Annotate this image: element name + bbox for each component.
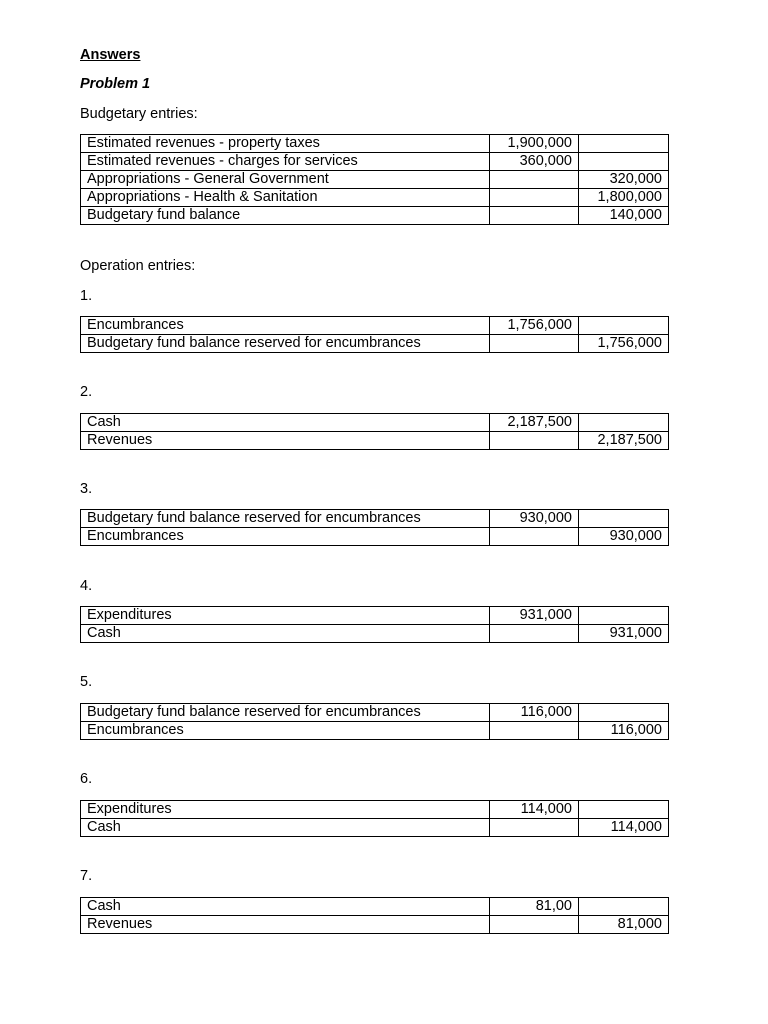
account-cell: Budgetary fund balance reserved for encumbrances — [81, 335, 490, 353]
account-cell: Expenditures — [81, 801, 490, 819]
credit-cell — [579, 801, 669, 819]
journal-row — [81, 898, 669, 916]
debit-cell: 930,000 — [490, 510, 579, 528]
account-cell: Cash — [81, 819, 490, 837]
journal-row — [81, 432, 669, 450]
journal-row — [81, 528, 669, 546]
journal-row — [81, 135, 669, 153]
account-cell: Cash — [81, 414, 490, 432]
operation-entry-table — [80, 316, 669, 353]
account-cell: Revenues — [81, 916, 490, 934]
entry-number: 7. — [80, 868, 93, 884]
journal-row — [81, 704, 669, 722]
entry-number: 3. — [80, 481, 93, 497]
journal-row — [81, 207, 669, 225]
journal-row — [81, 414, 669, 432]
credit-cell — [579, 607, 669, 625]
credit-cell — [579, 510, 669, 528]
debit-cell — [490, 625, 579, 643]
debit-cell — [490, 819, 579, 837]
credit-cell: 140,000 — [579, 207, 669, 225]
debit-cell: 360,000 — [490, 153, 579, 171]
credit-cell: 1,756,000 — [579, 335, 669, 353]
account-cell: Budgetary fund balance — [81, 207, 490, 225]
credit-cell — [579, 153, 669, 171]
credit-cell: 116,000 — [579, 722, 669, 740]
entry-number: 6. — [80, 771, 93, 787]
debit-cell — [490, 528, 579, 546]
debit-cell — [490, 722, 579, 740]
debit-cell: 116,000 — [490, 704, 579, 722]
account-cell: Budgetary fund balance reserved for encumbrances — [81, 510, 490, 528]
credit-cell: 1,800,000 — [579, 189, 669, 207]
journal-row — [81, 510, 669, 528]
debit-cell — [490, 916, 579, 934]
journal-row — [81, 722, 669, 740]
credit-cell: 2,187,500 — [579, 432, 669, 450]
debit-cell — [490, 335, 579, 353]
journal-row — [81, 153, 669, 171]
operation-entry-table — [80, 509, 669, 546]
operation-entries-label: Operation entries: — [80, 258, 196, 274]
account-cell: Estimated revenues - charges for services — [81, 153, 490, 171]
entry-number: 1. — [80, 288, 93, 304]
operation-entry-table — [80, 606, 669, 643]
journal-row — [81, 819, 669, 837]
operation-entry-table — [80, 413, 669, 450]
journal-row — [81, 801, 669, 819]
journal-row — [81, 916, 669, 934]
credit-cell — [579, 704, 669, 722]
debit-cell: 2,187,500 — [490, 414, 579, 432]
debit-cell — [490, 207, 579, 225]
operation-entry-table — [80, 897, 669, 934]
credit-cell — [579, 414, 669, 432]
journal-row — [81, 335, 669, 353]
debit-cell: 1,756,000 — [490, 317, 579, 335]
entry-number: 4. — [80, 578, 93, 594]
account-cell: Encumbrances — [81, 722, 490, 740]
credit-cell: 81,000 — [579, 916, 669, 934]
account-cell: Encumbrances — [81, 317, 490, 335]
account-cell: Appropriations - General Government — [81, 171, 490, 189]
problem-title: Problem 1 — [80, 76, 151, 92]
account-cell: Appropriations - Health & Sanitation — [81, 189, 490, 207]
journal-row — [81, 625, 669, 643]
debit-cell — [490, 189, 579, 207]
journal-row — [81, 171, 669, 189]
entry-number: 5. — [80, 674, 93, 690]
account-cell: Encumbrances — [81, 528, 490, 546]
debit-cell — [490, 171, 579, 189]
entry-number: 2. — [80, 384, 93, 400]
credit-cell — [579, 317, 669, 335]
budgetary-entries-table — [80, 134, 669, 225]
debit-cell: 81,00 — [490, 898, 579, 916]
account-cell: Revenues — [81, 432, 490, 450]
account-cell: Cash — [81, 898, 490, 916]
journal-row — [81, 189, 669, 207]
budgetary-entries-label: Budgetary entries: — [80, 106, 198, 122]
debit-cell: 931,000 — [490, 607, 579, 625]
account-cell: Estimated revenues - property taxes — [81, 135, 490, 153]
debit-cell — [490, 432, 579, 450]
account-cell: Expenditures — [81, 607, 490, 625]
operation-entry-table — [80, 800, 669, 837]
journal-row — [81, 317, 669, 335]
credit-cell: 114,000 — [579, 819, 669, 837]
debit-cell: 1,900,000 — [490, 135, 579, 153]
credit-cell — [579, 898, 669, 916]
credit-cell: 930,000 — [579, 528, 669, 546]
account-cell: Cash — [81, 625, 490, 643]
operation-entry-table — [80, 703, 669, 740]
answers-heading: Answers — [80, 47, 141, 63]
credit-cell: 320,000 — [579, 171, 669, 189]
credit-cell — [579, 135, 669, 153]
account-cell: Budgetary fund balance reserved for encumbrances — [81, 704, 490, 722]
journal-row — [81, 607, 669, 625]
credit-cell: 931,000 — [579, 625, 669, 643]
debit-cell: 114,000 — [490, 801, 579, 819]
